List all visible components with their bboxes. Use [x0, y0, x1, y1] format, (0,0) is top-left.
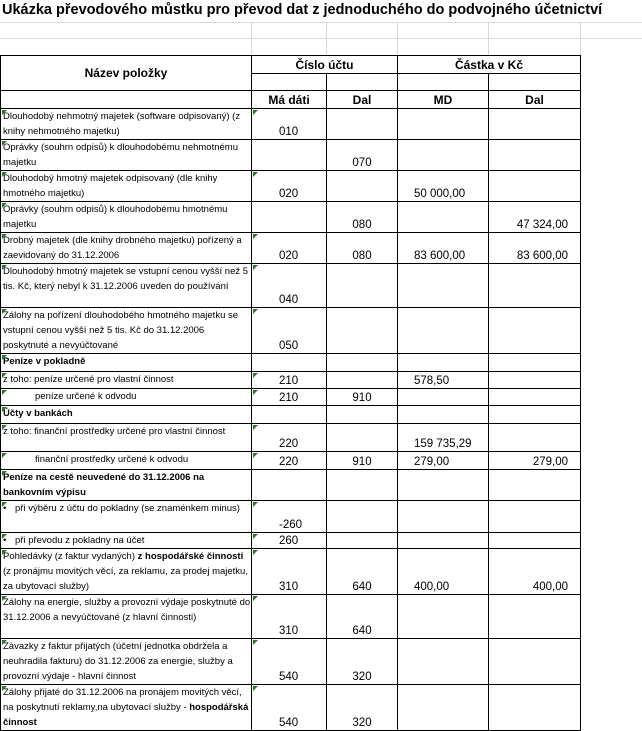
item-name-cell[interactable]: [1, 202, 252, 233]
table-row: [1, 109, 581, 140]
md-amount-cell[interactable]: [398, 595, 489, 639]
dal-amount-cell[interactable]: [489, 406, 581, 424]
header-account-group[interactable]: Číslo účtu: [252, 56, 398, 74]
dal-account-cell[interactable]: 320: [327, 639, 398, 685]
header-name-bottom[interactable]: [1, 91, 252, 109]
dal-amount-cell[interactable]: [489, 372, 581, 389]
table-row: [1, 372, 581, 389]
md-amount-cell[interactable]: [398, 308, 489, 354]
dal-account-cell[interactable]: [327, 109, 398, 140]
table-row: [1, 639, 581, 685]
md-account-cell[interactable]: 220: [252, 424, 327, 452]
item-name-cell[interactable]: [1, 406, 252, 424]
item-name: Peníze v pokladně: [3, 356, 86, 367]
md-amount-cell[interactable]: [398, 470, 489, 501]
header-ma-dati[interactable]: Má dáti: [252, 91, 327, 109]
item-name-cell[interactable]: [1, 595, 252, 639]
item-name: při převodu z pokladny na účet: [15, 535, 145, 546]
md-amount-cell[interactable]: 578,50: [398, 372, 489, 389]
item-name: Drobný majetek (dle knihy drobného majetku) pořízený a zaevidovaný do 31.12.2006: [3, 235, 242, 261]
cell-marker-icon: [253, 390, 258, 395]
table-row: [1, 424, 581, 452]
cell-marker-icon: [2, 550, 7, 555]
item-name: peníze určené k odvodu: [35, 391, 137, 402]
table-row: [1, 501, 581, 533]
cell-marker-icon: [2, 234, 7, 239]
md-amount-cell[interactable]: [398, 389, 489, 406]
md-account-cell[interactable]: 020: [252, 233, 327, 264]
item-name-cell[interactable]: [1, 308, 252, 354]
item-name: finanční prostředky určené k odvodu: [35, 454, 189, 465]
md-account-cell[interactable]: 540: [252, 685, 327, 731]
item-name-cell[interactable]: [1, 233, 252, 264]
bullet-icon: •: [3, 535, 7, 546]
dal-amount-cell[interactable]: 400,00: [489, 549, 581, 595]
md-amount-cell[interactable]: 279,00: [398, 452, 489, 470]
table-row: [1, 264, 581, 308]
dal-amount-cell[interactable]: 279,00: [489, 452, 581, 470]
header-md[interactable]: MD: [398, 91, 489, 109]
table-row: [1, 171, 581, 202]
md-account-cell[interactable]: 220: [252, 452, 327, 470]
dal-amount-cell[interactable]: [489, 424, 581, 452]
dal-account-cell[interactable]: [327, 372, 398, 389]
table-body: [1, 109, 581, 731]
cell-marker-icon: [2, 203, 7, 208]
md-account-cell[interactable]: 010: [252, 109, 327, 140]
md-account-cell[interactable]: [252, 140, 327, 171]
dal-account-cell[interactable]: [327, 424, 398, 452]
cell-marker-icon: [253, 686, 258, 691]
item-name-cell[interactable]: [1, 533, 252, 549]
header-spacer-4[interactable]: [489, 74, 581, 91]
cell-marker-icon: [2, 373, 7, 378]
dal-amount-cell[interactable]: [489, 264, 581, 308]
item-name-cell[interactable]: [1, 424, 252, 452]
md-amount-cell[interactable]: [398, 140, 489, 171]
header-spacer-1[interactable]: [252, 74, 327, 91]
md-account-cell[interactable]: [252, 470, 327, 501]
md-amount-cell[interactable]: [398, 533, 489, 549]
item-name-cell[interactable]: [1, 501, 252, 533]
dal-account-cell[interactable]: [327, 406, 398, 424]
table-row: [1, 549, 581, 595]
item-name: Dlouhodobý hmotný majetek odpisovaný (dle knihy hmotného majetku): [3, 173, 218, 199]
dal-amount-cell[interactable]: [489, 595, 581, 639]
dal-account-cell[interactable]: 070: [327, 140, 398, 171]
cell-marker-icon: [253, 502, 258, 507]
item-name: při výběru z účtu do pokladny (se znaménkem minus): [15, 503, 240, 514]
dal-amount-cell[interactable]: [489, 171, 581, 202]
item-name: Zálohy přijaté do 31.12.2006 na pronájem movitých věcí, na poskytnutí reklamy,na ubytovací služby -: [3, 687, 242, 713]
dal-account-cell[interactable]: 320: [327, 685, 398, 731]
md-amount-cell[interactable]: [398, 685, 489, 731]
md-account-cell[interactable]: 260: [252, 533, 327, 549]
item-name: Zálohy na energie, služby a provozní výdaje poskytnuté do 31.12.2006 a nevyúčtované (z hlavní činnosti): [3, 597, 251, 623]
item-name-cell[interactable]: [1, 685, 252, 731]
table-row: [1, 595, 581, 639]
dal-amount-cell[interactable]: [489, 533, 581, 549]
dal-amount-cell[interactable]: [489, 308, 581, 354]
item-name-bold: z hospodářské činnosti: [137, 551, 244, 562]
dal-account-cell[interactable]: 910: [327, 389, 398, 406]
item-name: Zálohy na pořízení dlouhodobého hmotného majetku se vstupní cenou vyšší než 5 tis. Kč do 31.12.2006 poskytnuté a nevyúčtované: [3, 310, 239, 351]
item-name: Peníze na cestě neuvedené do 31.12.2006 na bankovním výpisu: [3, 472, 205, 498]
cell-marker-icon: [2, 390, 7, 395]
cell-marker-icon: [2, 172, 7, 177]
cell-marker-icon: [2, 141, 7, 146]
dal-account-cell[interactable]: [327, 501, 398, 533]
md-account-cell[interactable]: 310: [252, 595, 327, 639]
item-name-cell[interactable]: [1, 639, 252, 685]
dal-amount-cell[interactable]: [489, 501, 581, 533]
dal-account-cell[interactable]: 080: [327, 233, 398, 264]
header-amount-group[interactable]: Částka v Kč: [398, 56, 581, 74]
dal-amount-cell[interactable]: [489, 109, 581, 140]
header-spacer-3[interactable]: [398, 74, 489, 91]
header-spacer-2[interactable]: [327, 74, 398, 91]
dal-amount-cell[interactable]: [489, 470, 581, 501]
cell-marker-icon: [253, 534, 258, 539]
md-account-cell[interactable]: 310: [252, 549, 327, 595]
table-row: [1, 140, 581, 171]
md-amount-cell[interactable]: [398, 406, 489, 424]
item-name-cell[interactable]: [1, 549, 252, 595]
cell-marker-icon: [2, 686, 7, 691]
header-name-cell[interactable]: [1, 56, 252, 91]
item-name: Oprávky (souhrn odpisů) k dlouhodobému nehmotnému majetku: [3, 142, 238, 168]
md-amount-cell[interactable]: [398, 264, 489, 308]
cell-marker-icon: [2, 110, 7, 115]
item-name-cell[interactable]: [1, 452, 252, 470]
md-account-cell[interactable]: 210: [252, 372, 327, 389]
cell-marker-icon: [253, 640, 258, 645]
md-amount-cell[interactable]: [398, 501, 489, 533]
header-name: Název položky: [84, 66, 168, 80]
item-name-tail: (z pronájmu movitých věcí, za reklamu, za prodej majetku, za ubytovací služby): [3, 566, 248, 592]
table-row: [1, 233, 581, 264]
dal-amount-cell[interactable]: 47 324,00: [489, 202, 581, 233]
dal-account-cell[interactable]: [327, 308, 398, 354]
cell-marker-icon: [2, 640, 7, 645]
md-account-cell[interactable]: 040: [252, 264, 327, 308]
cell-marker-icon: [253, 309, 258, 314]
md-amount-cell[interactable]: 400,00: [398, 549, 489, 595]
md-account-cell[interactable]: 540: [252, 639, 327, 685]
cell-marker-icon: [2, 502, 7, 507]
cell-marker-icon: [2, 355, 7, 360]
md-amount-cell[interactable]: 159 735,29: [398, 424, 489, 452]
cell-marker-icon: [253, 172, 258, 177]
item-name-cell[interactable]: [1, 389, 252, 406]
cell-marker-icon: [253, 265, 258, 270]
header-dal-amount[interactable]: Dal: [489, 91, 581, 109]
table-row: [1, 533, 581, 549]
md-account-cell[interactable]: [252, 354, 327, 372]
table-row: [1, 452, 581, 470]
md-account-cell[interactable]: [252, 406, 327, 424]
cell-marker-icon: [253, 453, 258, 458]
table-row: [1, 354, 581, 372]
md-account-cell[interactable]: 050: [252, 308, 327, 354]
item-name-cell[interactable]: [1, 354, 252, 372]
bullet-icon: •: [3, 503, 7, 514]
cell-marker-icon: [2, 534, 7, 539]
item-name-cell[interactable]: [1, 109, 252, 140]
dal-account-cell[interactable]: [327, 533, 398, 549]
dal-account-cell[interactable]: [327, 264, 398, 308]
item-name: Dlouhodobý hmotný majetek se vstupní cenou vyšší než 5 tis. Kč, který nebyl k 31.12.2006 uveden do používání: [3, 266, 249, 292]
md-amount-cell[interactable]: [398, 354, 489, 372]
item-name-cell[interactable]: [1, 372, 252, 389]
cell-marker-icon: [253, 596, 258, 601]
cell-marker-icon: [2, 471, 7, 476]
item-name-cell[interactable]: [1, 470, 252, 501]
dal-account-cell[interactable]: 910: [327, 452, 398, 470]
item-name: Oprávky (souhrn odpisů) k dlouhodobému hmotnému majetku: [3, 204, 228, 230]
dal-amount-cell[interactable]: 83 600,00: [489, 233, 581, 264]
table-row: [1, 308, 581, 354]
item-name: Účty v bankách: [3, 408, 73, 419]
dal-amount-cell[interactable]: [489, 389, 581, 406]
cell-marker-icon: [2, 453, 7, 458]
table-row: [1, 202, 581, 233]
item-name: Dlouhodobý nehmotný majetek (software odpisovaný) (z knihy nehmotného majetku): [3, 111, 241, 137]
cell-marker-icon: [2, 309, 7, 314]
cell-marker-icon: [2, 425, 7, 430]
dal-account-cell[interactable]: [327, 171, 398, 202]
item-name: Pohledávky (z faktur vydaných): [3, 551, 138, 562]
dal-account-cell[interactable]: 080: [327, 202, 398, 233]
dal-amount-cell[interactable]: [489, 140, 581, 171]
item-name: z toho: peníze určené pro vlastní činnost: [3, 374, 174, 385]
cell-marker-icon: [2, 407, 7, 412]
item-name: Závazky z faktur přijatých (účetní jednotka obdržela a neuhradila fakturu) do 31.12.2006 za energie, služby a provozní výdaje - hlavní činnost: [3, 641, 233, 682]
item-name: z toho: finanční prostředky určené pro vlastní činnost: [3, 426, 226, 437]
cell-marker-icon: [2, 596, 7, 601]
item-name-cell[interactable]: [1, 171, 252, 202]
dal-amount-cell[interactable]: [489, 354, 581, 372]
table-row: [1, 406, 581, 424]
md-account-cell[interactable]: -260: [252, 501, 327, 533]
item-name-bold: hospodářská činnost: [3, 702, 249, 728]
dal-amount-cell[interactable]: [489, 639, 581, 685]
table-row: [1, 685, 581, 731]
dal-account-cell[interactable]: [327, 354, 398, 372]
table-row: [1, 470, 581, 501]
md-account-cell[interactable]: 020: [252, 171, 327, 202]
cell-marker-icon: [2, 265, 7, 270]
dal-account-cell[interactable]: 640: [327, 549, 398, 595]
md-amount-cell[interactable]: [398, 202, 489, 233]
dal-account-cell[interactable]: [327, 470, 398, 501]
md-amount-cell[interactable]: 50 000,00: [398, 171, 489, 202]
page-title: Ukázka převodového můstku pro převod dat z jednoduchého do podvojného účetnictví: [2, 2, 603, 18]
md-amount-cell[interactable]: 83 600,00: [398, 233, 489, 264]
cell-marker-icon: [253, 373, 258, 378]
md-account-cell[interactable]: [252, 202, 327, 233]
item-name-cell[interactable]: [1, 264, 252, 308]
dal-amount-cell[interactable]: [489, 685, 581, 731]
cell-marker-icon: [253, 234, 258, 239]
cell-marker-icon: [253, 425, 258, 430]
md-amount-cell[interactable]: [398, 109, 489, 140]
cell-marker-icon: [253, 550, 258, 555]
md-amount-cell[interactable]: [398, 639, 489, 685]
table-row: [1, 389, 581, 406]
header-dal[interactable]: Dal: [327, 91, 398, 109]
cell-marker-icon: [253, 110, 258, 115]
md-account-cell[interactable]: 210: [252, 389, 327, 406]
bridge-table: [0, 55, 581, 731]
item-name-cell[interactable]: [1, 140, 252, 171]
dal-account-cell[interactable]: 640: [327, 595, 398, 639]
